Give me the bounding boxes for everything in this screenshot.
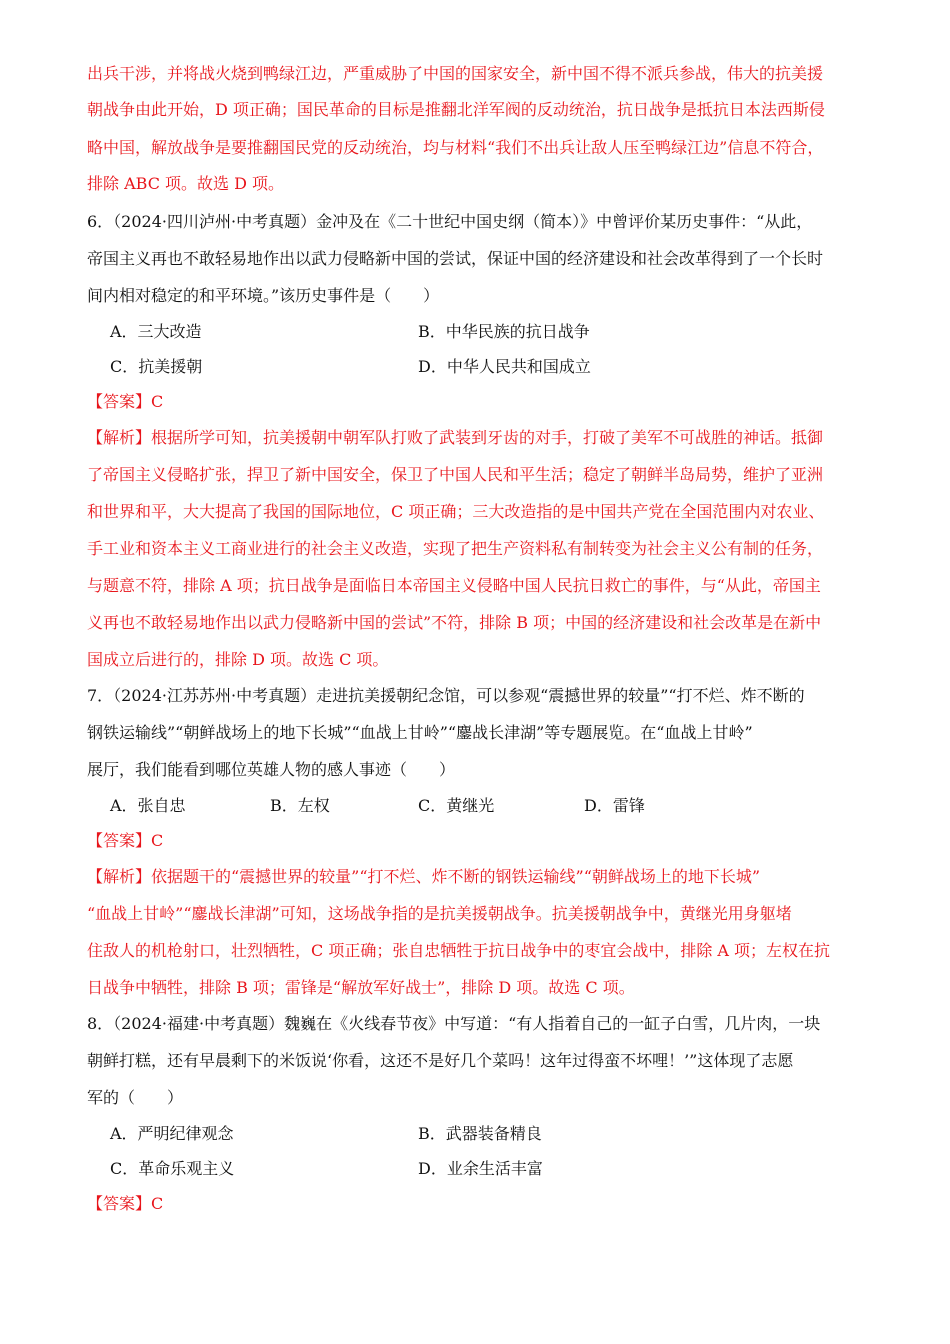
q7-analysis-line: 住敌人的机枪射口，壮烈牺牲，C 项正确；张自忠牺牲于抗日战争中的枣宜会战中，排除 A 项；左权在抗 — [87, 941, 831, 960]
q5-analysis-line: 略中国，解放战争是要推翻国民党的反动统治，均与材料“我们不出兵让敌人压至鸭绿江边”信息不符合， — [87, 138, 824, 157]
q6-analysis-line: 了帝国主义侵略扩张，捍卫了新中国安全，保卫了中国人民和平生活；稳定了朝鲜半岛局势，维护了亚洲 — [87, 465, 824, 484]
q6-answer: 【答案】C — [87, 392, 164, 411]
q5-analysis-line: 出兵干涉，并将战火烧到鸭绿江边，严重威胁了中国的国家安全，新中国不得不派兵参战，伟大的抗美援 — [87, 64, 824, 83]
q7-option-b: B．左权 — [270, 796, 330, 815]
q8-stem-line: 军的（ ） — [87, 1088, 184, 1107]
q6-analysis-line: 国成立后进行的，排除 D 项。故选 C 项。 — [87, 650, 389, 669]
q8-option-c: C．革命乐观主义 — [110, 1159, 235, 1178]
q5-analysis-line: 排除 ABC 项。故选 D 项。 — [87, 174, 285, 193]
q7-stem-line: 钢铁运输线”“朝鲜战场上的地下长城”“血战上甘岭”“鏖战长津湖”等专题展览。在“血战上甘岭” — [87, 723, 753, 742]
q7-option-c: C．黄继光 — [418, 796, 495, 815]
q8-option-d: D．业余生活丰富 — [418, 1159, 543, 1178]
q6-analysis-line: 【解析】根据所学可知，抗美援朝中朝军队打败了武装到牙齿的对手，打破了美军不可战胜的神话。抵御 — [87, 428, 824, 447]
q7-option-a: A．张自忠 — [110, 796, 186, 815]
q8-answer: 【答案】C — [87, 1194, 164, 1213]
q8-option-a: A．严明纪律观念 — [110, 1124, 234, 1143]
q8-stem-line: 8．（2024·福建·中考真题）魏巍在《火线春节夜》中写道：“有人指着自己的一缸子白雪，几片肉，一块 — [87, 1014, 821, 1033]
q7-analysis-line: 【解析】依据题干的“震撼世界的较量”“打不烂、炸不断的钢铁运输线”“朝鲜战场上的地下长城” — [87, 867, 761, 886]
q6-analysis-line: 手工业和资本主义工商业进行的社会主义改造，实现了把生产资料私有制转变为社会主义公有制的任务， — [87, 539, 824, 558]
q7-analysis-line: 日战争中牺牲，排除 B 项；雷锋是“解放军好战士”，排除 D 项。故选 C 项。 — [87, 978, 635, 997]
q7-analysis-line: “血战上甘岭”“鏖战长津湖”可知，这场战争指的是抗美援朝战争。抗美援朝战争中，黄继光用身躯堵 — [87, 904, 792, 923]
q6-stem-line: 6．（2024·四川泸州·中考真题）金冲及在《二十世纪中国史纲（简本）》中曾评价某历史事件：“从此， — [87, 212, 813, 231]
q6-analysis-line: 与题意不符，排除 A 项；抗日战争是面临日本帝国主义侵略中国人民抗日救亡的事件，与“从此，帝国主 — [87, 576, 821, 595]
q6-option-a: A．三大改造 — [110, 322, 202, 341]
q8-option-b: B．武器装备精良 — [418, 1124, 542, 1143]
q6-analysis-line: 和世界和平，大大提高了我国的国际地位，C 项正确；三大改造指的是中国共产党在全国范围内对农业、 — [87, 502, 825, 521]
q7-stem-line: 展厅，我们能看到哪位英雄人物的感人事迹（ ） — [87, 760, 456, 779]
q6-option-c: C．抗美援朝 — [110, 357, 203, 376]
q6-stem-line: 间内相对稳定的和平环境。”该历史事件是（ ） — [87, 286, 440, 305]
q6-option-d: D．中华人民共和国成立 — [418, 357, 591, 376]
q5-analysis-line: 朝战争由此开始，D 项正确；国民革命的目标是推翻北洋军阀的反动统治，抗日战争是抵抗日本法西斯侵 — [87, 100, 825, 119]
q6-option-b: B．中华民族的抗日战争 — [418, 322, 590, 341]
q6-stem-line: 帝国主义再也不敢轻易地作出以武力侵略新中国的尝试，保证中国的经济建设和社会改革得到了一个长时 — [87, 249, 824, 268]
q7-answer: 【答案】C — [87, 831, 164, 850]
q7-option-d: D．雷锋 — [584, 796, 645, 815]
q6-analysis-line: 义再也不敢轻易地作出以武力侵略新中国的尝试”不符，排除 B 项；中国的经济建设和社会改革是在新中 — [87, 613, 822, 632]
q8-stem-line: 朝鲜打糕，还有早晨剩下的米饭说‘你看，这还不是好几个菜吗！这年过得蛮不坏哩！’”这体现了志愿 — [87, 1051, 794, 1070]
q7-stem-line: 7．（2024·江苏苏州·中考真题）走进抗美援朝纪念馆，可以参观“震撼世界的较量”“打不烂、炸不断的 — [87, 686, 805, 705]
